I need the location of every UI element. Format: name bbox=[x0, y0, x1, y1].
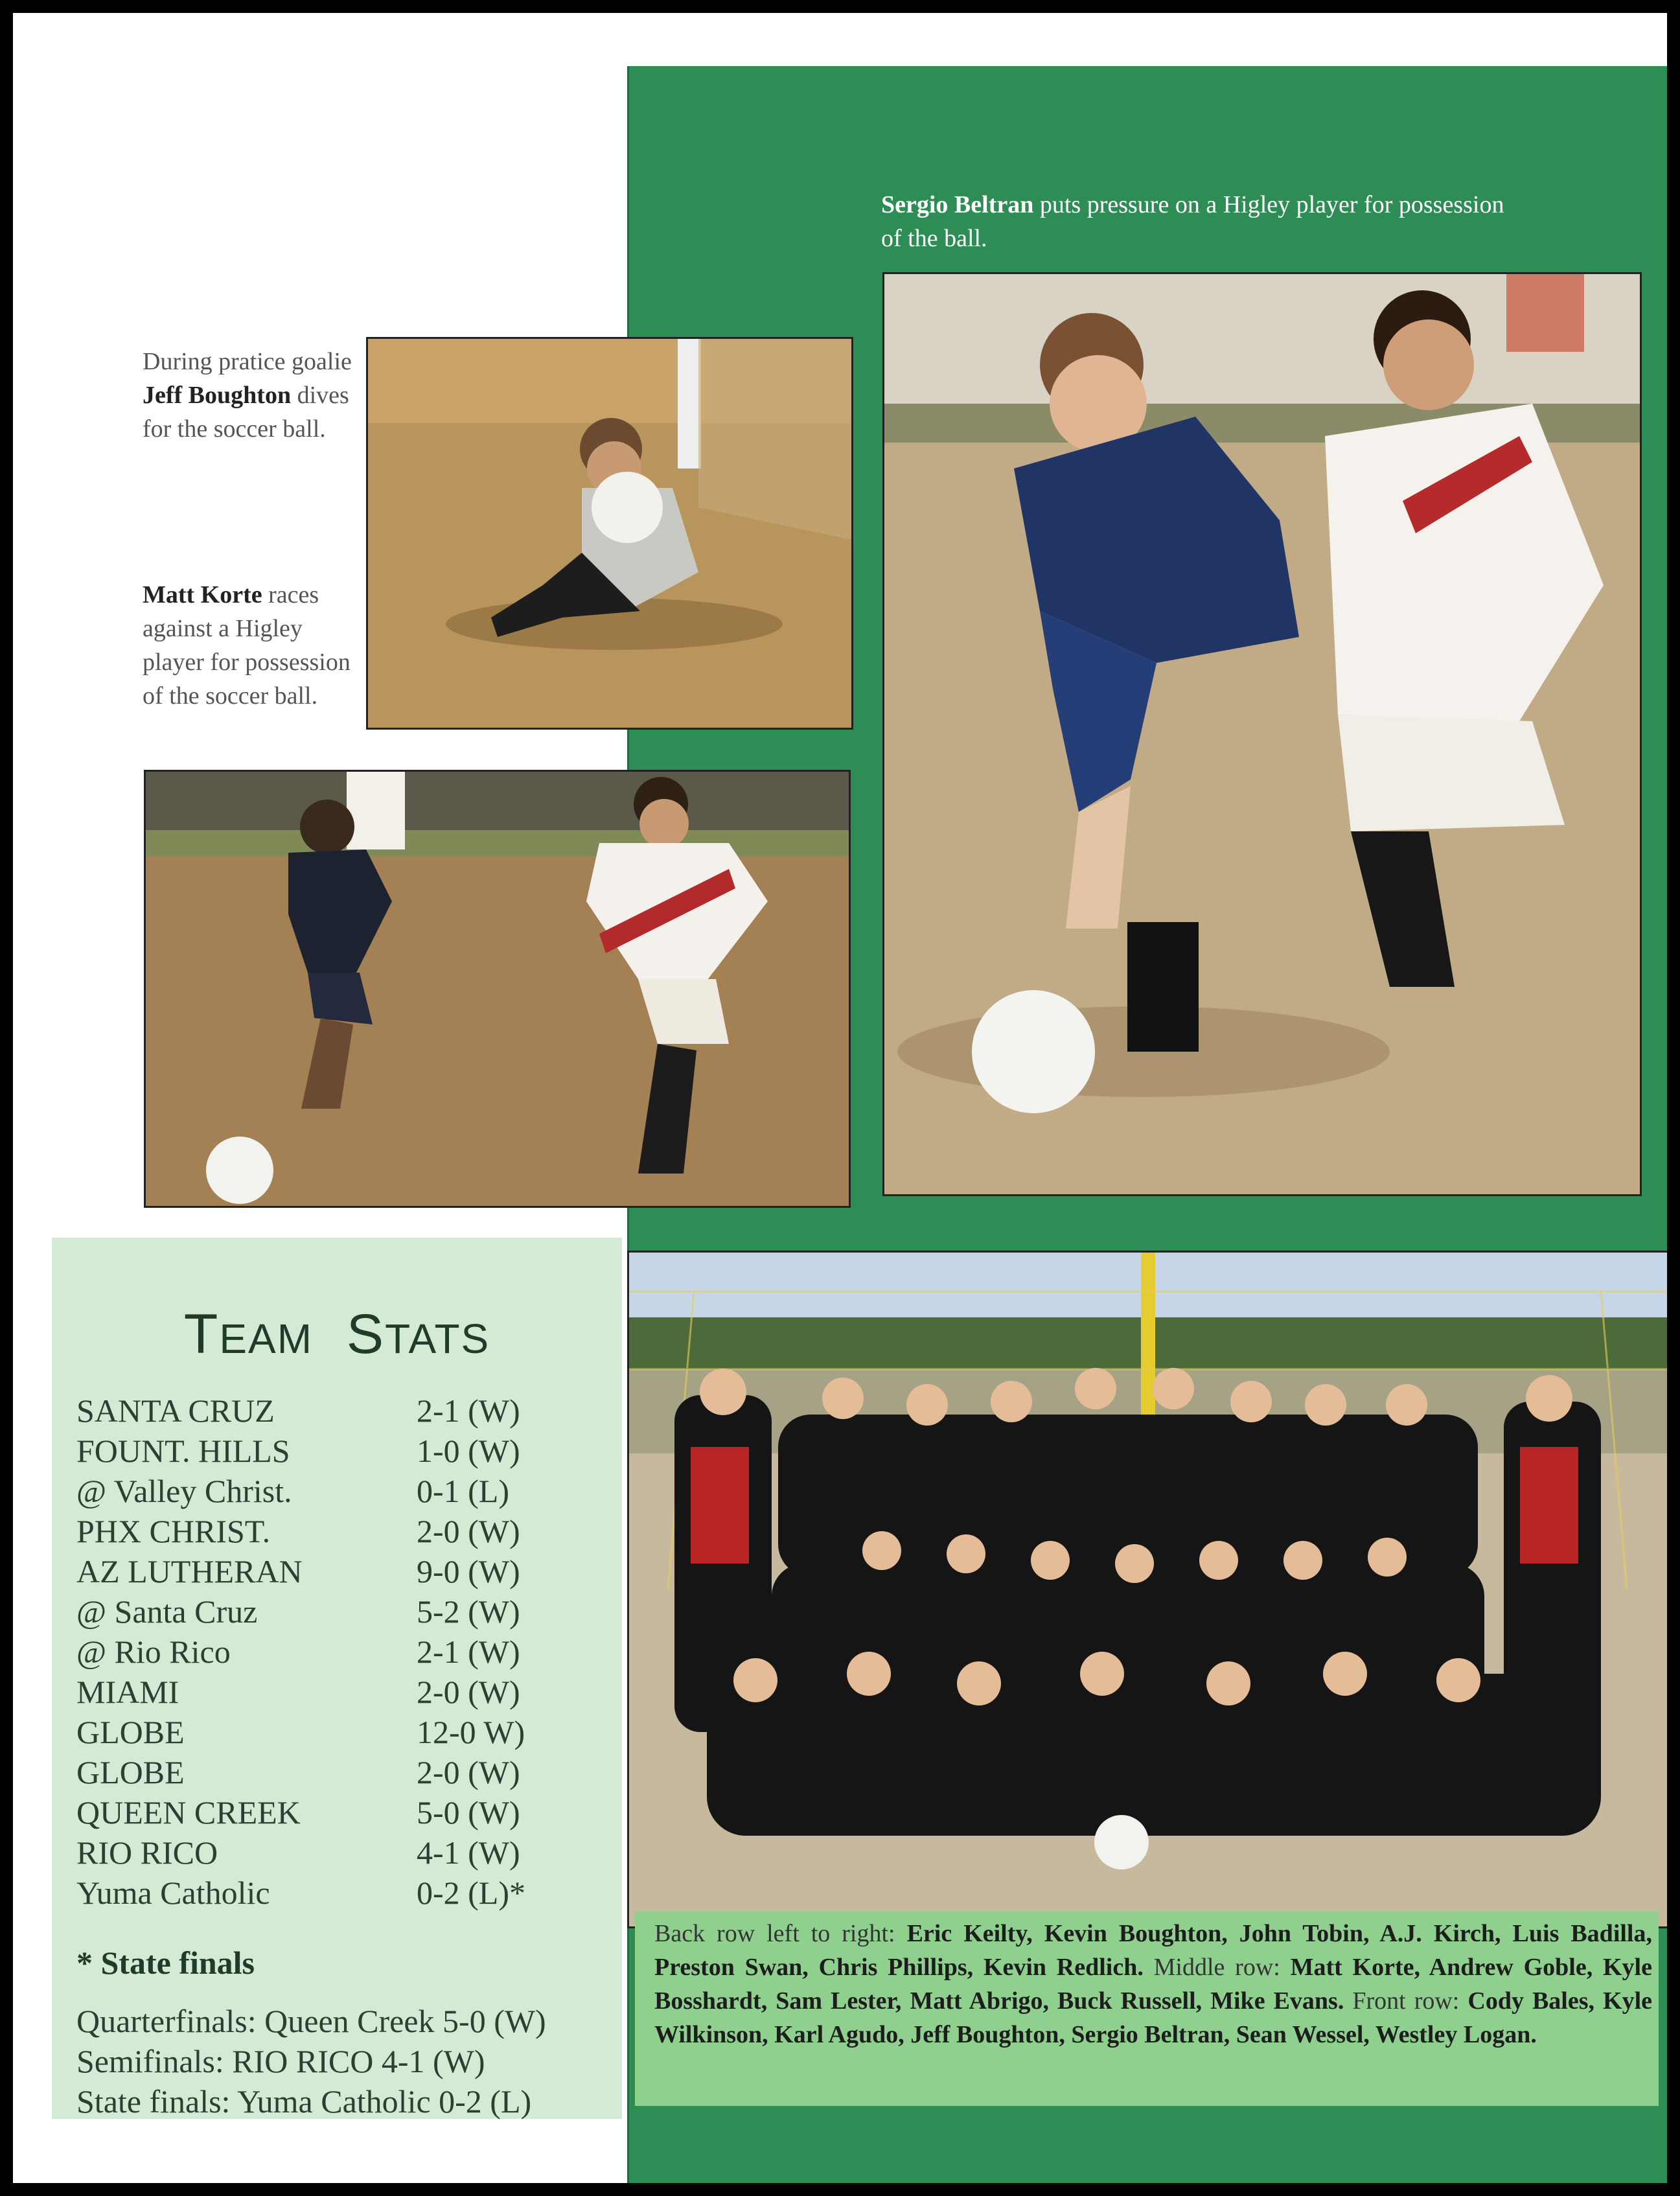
game-result-row bbox=[76, 1713, 608, 1753]
game-score: 2-1 (W) bbox=[417, 1634, 520, 1670]
game-result-row bbox=[76, 1794, 608, 1834]
game-score: 1-0 (W) bbox=[417, 1433, 520, 1469]
opponent-name: MIAMI bbox=[76, 1674, 179, 1710]
sergio-name: Sergio Beltran bbox=[881, 191, 1034, 218]
game-result-row bbox=[76, 1753, 608, 1794]
game-result-row bbox=[76, 1512, 608, 1553]
team-stats-box bbox=[52, 1238, 622, 2119]
opponent-name: SANTA CRUZ bbox=[76, 1393, 275, 1429]
game-result-row bbox=[76, 1834, 608, 1874]
playoff-results-list bbox=[76, 2002, 546, 2123]
sergio-caption: Sergio Beltran puts pressure on a Higley player for possession of the ball. bbox=[881, 191, 1504, 252]
game-score: 2-1 (W) bbox=[417, 1393, 520, 1429]
game-score: 5-0 (W) bbox=[417, 1794, 520, 1831]
state-finals-note: * State finals bbox=[76, 1945, 255, 1981]
game-result-row bbox=[76, 1432, 608, 1472]
matt-korte-photo bbox=[144, 770, 851, 1208]
goalie-photo bbox=[366, 337, 853, 730]
goalie-caption: During pratice goalie Jeff Boughton dives for the soccer ball. bbox=[143, 348, 352, 443]
opponent-name: GLOBE bbox=[76, 1714, 185, 1750]
yearbook-page bbox=[13, 13, 1667, 2183]
game-score: 5-2 (W) bbox=[417, 1593, 520, 1630]
game-result-row bbox=[76, 1673, 608, 1713]
team-photo bbox=[627, 1251, 1667, 1928]
playoff-result: State finals: Yuma Catholic 0-2 (L) bbox=[76, 2083, 532, 2120]
opponent-name: RIO RICO bbox=[76, 1834, 218, 1871]
game-result-row bbox=[76, 1593, 608, 1633]
opponent-name: AZ LUTHERAN bbox=[76, 1553, 303, 1589]
opponent-name: @ Valley Christ. bbox=[76, 1473, 292, 1509]
front-row-names: Cody Bales, Kyle Wilkinson, Karl Agudo, Jeff Boughton, Sergio Beltran, Sean Wessel, Westley Logan. bbox=[654, 1987, 1653, 2048]
game-score: 9-0 (W) bbox=[417, 1553, 520, 1589]
opponent-name: QUEEN CREEK bbox=[76, 1794, 301, 1831]
sergio-beltran-photo bbox=[882, 272, 1642, 1196]
game-result-row bbox=[76, 1392, 608, 1432]
opponent-name: FOUNT. HILLS bbox=[76, 1433, 290, 1469]
opponent-name: GLOBE bbox=[76, 1754, 185, 1790]
game-score: 2-0 (W) bbox=[417, 1513, 520, 1549]
game-score: 2-0 (W) bbox=[417, 1754, 520, 1790]
roster-caption bbox=[635, 1912, 1659, 2106]
goalie-name: Jeff Boughton bbox=[143, 382, 292, 409]
matt-caption: Matt Korte races against a Higley player for possession of the soccer ball. bbox=[143, 581, 351, 710]
roster-text: Back row left to right: Eric Keilty, Kevin Boughton, John Tobin, A.J. Kirch, Luis Badilla, Preston Swan, Chris Phillips, Kevin Redlich. Middle row: Matt Korte, Andrew Goble, Kyle Bosshardt, Sam Lester, Matt Abrigo, Buck Russell, Mike Evans. Front row: Cody Bales, Kyle Wilkinson, Karl Agudo, Jeff Boughton, Sergio Beltran, Sean Wessel, Westley Logan. bbox=[654, 1920, 1653, 2048]
game-score: 0-2 (L)* bbox=[417, 1875, 525, 1911]
team-stats-title: TEAM STATS bbox=[183, 1303, 490, 1365]
game-result-row bbox=[76, 1472, 608, 1512]
game-score: 4-1 (W) bbox=[417, 1834, 520, 1871]
game-score: 2-0 (W) bbox=[417, 1674, 520, 1710]
playoff-result: Semifinals: RIO RICO 4-1 (W) bbox=[76, 2043, 485, 2079]
game-result-row bbox=[76, 1553, 608, 1593]
back-row-names: Eric Keilty, Kevin Boughton, John Tobin, A.J. Kirch, Luis Badilla, Preston Swan, Chris Phillips, Kevin Redlich. bbox=[654, 1920, 1652, 1981]
matt-name: Matt Korte bbox=[143, 581, 262, 608]
game-score: 0-1 (L) bbox=[417, 1473, 509, 1509]
playoff-result: Quarterfinals: Queen Creek 5-0 (W) bbox=[76, 2003, 546, 2039]
game-result-row bbox=[76, 1874, 608, 1914]
game-results-list bbox=[76, 1392, 608, 1914]
game-score: 12-0 W) bbox=[417, 1714, 525, 1750]
opponent-name: Yuma Catholic bbox=[76, 1875, 270, 1911]
opponent-name: @ Santa Cruz bbox=[76, 1593, 258, 1630]
opponent-name: PHX CHRIST. bbox=[76, 1513, 271, 1549]
game-result-row bbox=[76, 1633, 608, 1673]
middle-row-names: Matt Korte, Andrew Goble, Kyle Bosshardt, Sam Lester, Matt Abrigo, Buck Russell, Mike Evans. bbox=[654, 1954, 1652, 2015]
opponent-name: @ Rio Rico bbox=[76, 1634, 231, 1670]
